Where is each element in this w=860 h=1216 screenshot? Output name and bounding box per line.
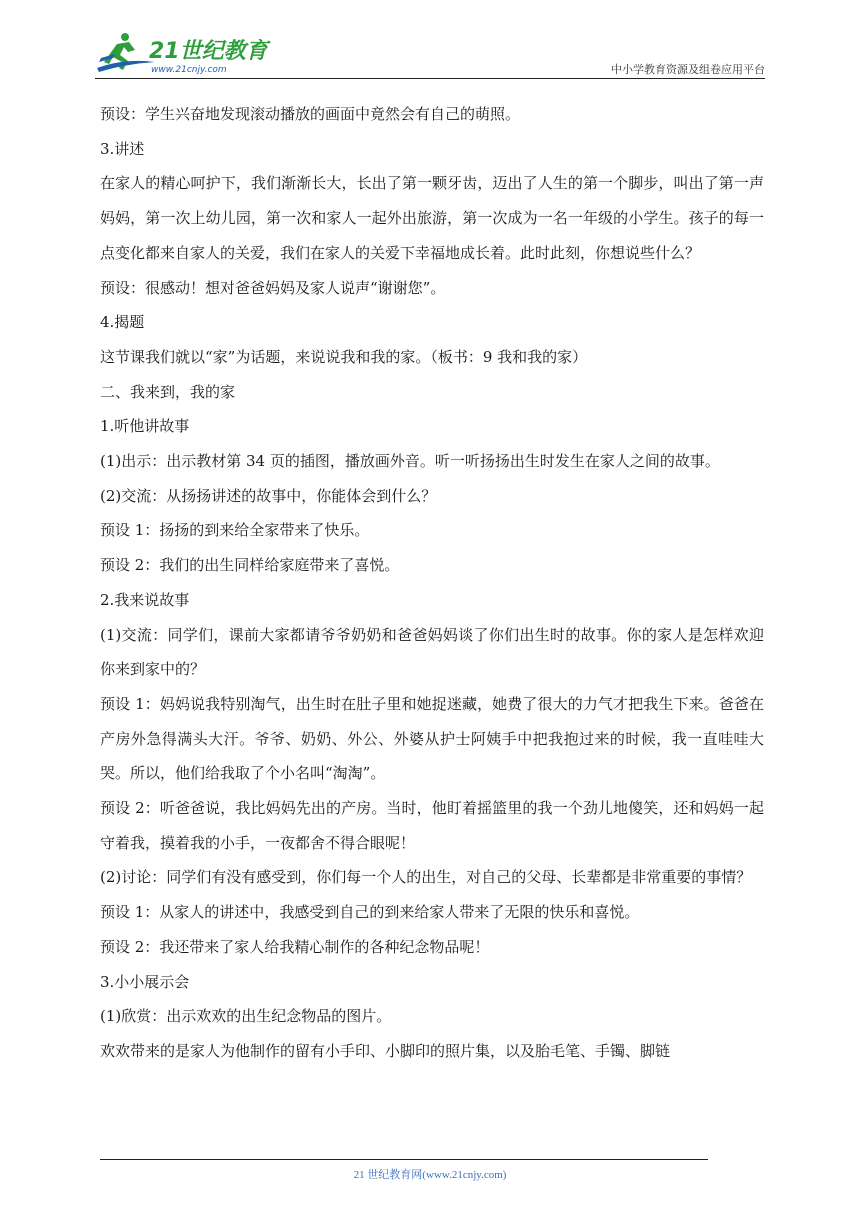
paragraph: 预设 1：从家人的讲述中，我感受到自己的到来给家人带来了无限的快乐和喜悦。 xyxy=(100,903,640,922)
paragraph: 预设 2：听爸爸说，我比妈妈先出的产房。当时，他盯着摇篮里的我一个劲儿地傻笑，还和妈妈一起守着我，摸着我的小手，一夜都舍不得合眼呢！ xyxy=(100,799,764,852)
section-heading: 2.我来说故事 xyxy=(100,590,190,609)
header-divider xyxy=(95,78,765,79)
section-heading: 3.小小展示会 xyxy=(100,972,190,991)
paragraph: 预设 2：我还带来了家人给我精心制作的各种纪念物品呢！ xyxy=(100,937,490,956)
paragraph: 在家人的精心呵护下，我们渐渐长大，长出了第一颗牙齿，迈出了人生的第一个脚步，叫出了第一声妈妈，第一次上幼儿园，第一次和家人一起外出旅游，第一次成为一名一年级的小学生。孩子的每一点变化都来自家人的关爱，我们在家人的关爱下幸福地成长着。此时此刻，你想说些什么？ xyxy=(100,174,764,262)
footer-divider xyxy=(100,1159,708,1160)
platform-tagline: 中小学教育资源及组卷应用平台 xyxy=(611,63,765,76)
section-heading: 二、我来到，我的家 xyxy=(100,382,236,401)
paragraph: 预设 1：扬扬的到来给全家带来了快乐。 xyxy=(100,521,370,540)
paragraph: (1)交流：同学们，课前大家都请爷爷奶奶和爸爸妈妈谈了你们出生时的故事。你的家人是怎样欢迎你来到家中的？ xyxy=(100,625,764,679)
section-heading: 1.听他讲故事 xyxy=(100,417,190,436)
logo-url: www.21cnjy.com xyxy=(151,65,227,75)
runner-logo-icon xyxy=(97,33,155,72)
section-heading: 4.揭题 xyxy=(100,313,145,332)
paragraph: 这节课我们就以“家”为话题，来说说我和我的家。（板书：9 我和我的家） xyxy=(100,347,588,366)
paragraph: (1)欣赏：出示欢欢的出生纪念物品的图片。 xyxy=(100,1007,392,1026)
paragraph: 预设：很感动！想对爸爸妈妈及家人说声“谢谢您”。 xyxy=(100,278,446,297)
logo xyxy=(95,28,285,76)
paragraph: 预设：学生兴奋地发现滚动播放的画面中竟然会有自己的萌照。 xyxy=(100,105,521,123)
logo-text: 21世纪教育 xyxy=(149,39,268,64)
paragraph: (2)讨论：同学们有没有感受到，你们每一个人的出生，对自己的父母、长辈都是非常重要的事情？ xyxy=(100,868,752,887)
paragraph: (1)出示：出示教材第 34 页的插图，播放画外音。听一听扬扬出生时发生在家人之间的故事。 xyxy=(100,452,720,471)
section-heading: 3.讲述 xyxy=(100,139,145,158)
footer-link[interactable]: 21 世纪教育网(www.21cnjy.com) xyxy=(353,1169,507,1181)
document-body xyxy=(100,97,764,1069)
paragraph: 欢欢带来的是家人为他制作的留有小手印、小脚印的照片集，以及胎毛笔、手镯、脚链 xyxy=(100,1041,671,1060)
paragraph: 预设 1：妈妈说我特别淘气，出生时在肚子里和她捉迷藏，她费了很大的力气才把我生下来。爸爸在产房外急得满头大汗。爷爷、奶奶、外公、外婆从护士阿姨手中把我抱过来的时候，我一直哇哇大哭。所以，他们给我取了个小名叫“淘淘”。 xyxy=(100,694,764,783)
page-header xyxy=(95,28,765,80)
paragraph: 预设 2：我们的出生同样给家庭带来了喜悦。 xyxy=(100,556,400,575)
paragraph: (2)交流：从扬扬讲述的故事中，你能体会到什么？ xyxy=(100,486,437,505)
